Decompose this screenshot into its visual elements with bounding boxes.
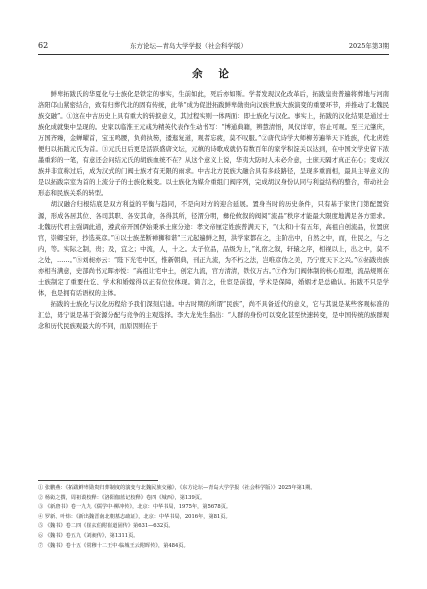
- footnote: ④ 罗新、叶炜：《新出魏晋南北朝墓志疏证》，北京：中华书局，2016年，第81页。: [38, 513, 231, 520]
- paragraph: 鲜卑拓跋氏的华夏化与士族化是铁定的事实，生前如此，死后亦如斯。学者发现汉化改革后，拓跋皇贵普遍将葬地与河南洛阳邙山紧密结合，致有归葬代北的固有传统，此举“成为促进拓跋鲜卑勋贵向汉族世族大族演变的重要环节，并推动了北魏民族交融”。①这在中古历史上具有重大的转捩意义，其过程实则一体两面：即士族化与汉化。事实上，拓跋的汉化结果是通过士族化成就集中呈现的。史家以临淮王元彧为精英代表作生动书写：“博通典籍，辨慧清悟，风仪详审，容止可观。至三元肇庆，万国齐臻，金蝉曜首，宝玉鸣腰，负荷执笏，逶迤复道，观者忘疲，莫不叹服。”②唐代诗学大师柳芳遍举天下姓族，代北虏姓便归以拓跋元氏为首。③元氏日后更是活跃盛唐文坛，元稹的诗歌成就仍有数百年的家学积淀关以达到，在中国文学史留下浓墨重彩的一笔，有意还会问结元氏的胡族血统不在？从这个意义上说，华夷大防时人未必介意，士庶天隔才真正在心；变成汉族并非宣称过后，成为汉式的门阀士族才有无限的雨求。中古北方民族大融合具有多歧路径，呈现多重面相，最具主导意义的是以拓跋宗室为首的上流分子的士族化蜕变。以士族化为媒介重组门阀序列，完成胡汉身份认同与利益结构的整合，带动社会形态和民族关系的转型。: [38, 91, 389, 198]
- paragraph: 胡汉融合归根结底是双方利益的平衡与趋同，不是向对方的迎合延展。置身当时的历史条件，只有基于家世门第配置资源，形成各居其位、各司其职、各安其命，各得其所，径渭分明，彝伦攸叙的阀阅“流品”秩序才能最大限度地满足各方需求。北魏历代君主强调此道，遵武帝开国伊始秉承士庶分途：孝文帝厘定姓族普满天下，“(太和)十有五年，高祖自创流品，位置庶官，崇卿宝轩，抄选英彦。”④以士族垄断禅狮和谐“三元起遍鲜之照，洪学家都在之，主阶出中，自然之中，而，仕民之，与之内，等。实际之制，贵；及，宜之；中流，人，十之。太子位品，品级为上，”礼宿之叙，轩辕之序，相视以上，出之中，莫不之处，……。”⑤刘昶亦云：“陛下光宅中区，惟新朝典，刊正九流，为不朽之法，岂唯彦伪之美，乃宁度天下之兴。”⑥拓跋贵族亦相当满意，史部尚书元晖亦悦：“高祖让宅中土，创定九流，官方清清，铁仪万古。”⑦作为门阀体制的核心原理，流品规则在士族制定了重要仕讫、学术和婚嫁得以正有位位体现。简言之，仕宦是前提，学术是保障，婚姻才是总确认。拓跋不只是学体，也是拥有话语权的主体。: [38, 201, 389, 297]
- footnote: ③ 《新唐书》卷一九九《儒学中·柳冲传》，北京：中华书局，1975年，第5678页。: [38, 504, 232, 511]
- running-header: [38, 40, 389, 52]
- paragraph: 拓跋的士族化与汉化历程给予我们深刻启迪。中古时期的所谓“民族”，尚不具备近代的意义，它与其说是某些客观标准的汇总，毋宁说是基于资源分配与竞争的主观选择。李大龙先生指出：“人群的身份可以变化甚至快速转变，是中国传统的族群观念和历代民族观最大的不同，而原因则在于: [38, 300, 389, 330]
- page-number: 62: [38, 41, 49, 50]
- footnote: ① 张鹏燕：《拓跋鲜卑勋贵归葬制度的演变与北魏民族交融》，《东方论坛—青岛大学学报（社会科学版）》2025年第1期。: [38, 485, 316, 491]
- footnote-rule: [38, 480, 158, 481]
- header-rule: [38, 54, 389, 55]
- journal-title: 东方论坛—青岛大学学报（社会科学版）: [130, 42, 247, 50]
- footnote: ⑦ 《魏书》卷十五《常穆十二王中·临城王云附晖传》，第484页。: [38, 542, 189, 549]
- footnote: ⑤ 《魏书》卷二四《崔玄伯附崔道固传》第631—632页。: [38, 523, 174, 530]
- body-text: [38, 89, 389, 332]
- footnote: ⑥ 《魏书》卷五九《刘昶传》，第1311页。: [38, 532, 139, 539]
- footnote: ② 杨衒之撰，周祖谟校释：《洛阳伽蓝记校释》卷四《城西》，第139页。: [38, 494, 206, 501]
- issue-label: 2025年第3期: [348, 42, 389, 50]
- footnotes: [38, 484, 389, 551]
- section-title: 余 论: [192, 68, 235, 80]
